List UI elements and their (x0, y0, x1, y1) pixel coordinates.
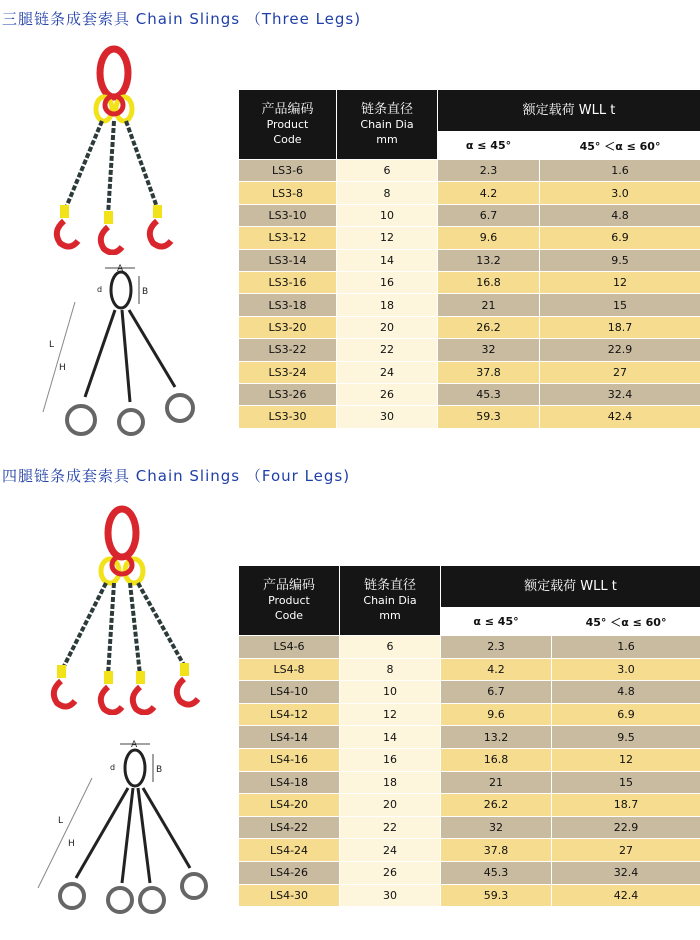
table-row (239, 383, 700, 405)
cell-wll-60: 18.7 (552, 794, 700, 817)
cell-wll-60: 42.4 (552, 884, 700, 907)
cell-wll-60: 15 (552, 771, 700, 794)
cell-wll-45: 16.8 (438, 271, 540, 293)
cell-product-code: LS4-24 (239, 839, 340, 862)
cell-wll-60: 9.5 (540, 249, 700, 271)
col-header-chain-dia: 链条直径 Chain Dia mm (337, 90, 438, 160)
cell-product-code: LS4-26 (239, 861, 340, 884)
cell-chain-dia: 22 (337, 339, 438, 361)
table-row (239, 406, 700, 428)
cell-wll-45: 2.3 (438, 160, 540, 182)
col-header-alpha-45: α ≤ 45° (438, 132, 540, 160)
table-row (239, 726, 700, 749)
svg-text:L: L (58, 816, 64, 826)
table-row (239, 748, 700, 771)
cell-product-code: LS3-10 (239, 204, 337, 226)
cell-wll-60: 1.6 (540, 160, 700, 182)
cell-product-code: LS4-18 (239, 771, 340, 794)
table-row (239, 204, 700, 226)
cell-product-code: LS4-14 (239, 726, 340, 749)
cell-wll-45: 4.2 (441, 658, 552, 681)
cell-chain-dia: 20 (340, 794, 441, 817)
cell-product-code: LS3-12 (239, 227, 337, 249)
cell-chain-dia: 14 (340, 726, 441, 749)
cell-wll-45: 59.3 (438, 406, 540, 428)
cell-product-code: LS4-6 (239, 636, 340, 659)
cell-chain-dia: 24 (340, 839, 441, 862)
cell-wll-45: 45.3 (441, 861, 552, 884)
cell-wll-60: 6.9 (552, 703, 700, 726)
svg-text:d: d (97, 285, 103, 294)
cell-product-code: LS4-30 (239, 884, 340, 907)
cell-wll-45: 2.3 (441, 636, 552, 659)
cell-wll-60: 1.6 (552, 636, 700, 659)
cell-wll-45: 6.7 (441, 681, 552, 704)
cell-chain-dia: 16 (337, 271, 438, 293)
table-row (239, 816, 700, 839)
table-row (239, 771, 700, 794)
table-row (239, 160, 700, 182)
cell-wll-60: 4.8 (540, 204, 700, 226)
cell-wll-60: 4.8 (552, 681, 700, 704)
cell-wll-45: 59.3 (441, 884, 552, 907)
cell-product-code: LS3-24 (239, 361, 337, 383)
table-row (239, 182, 700, 204)
cell-product-code: LS4-8 (239, 658, 340, 681)
cell-wll-45: 13.2 (438, 249, 540, 271)
cell-product-code: LS3-14 (239, 249, 337, 271)
chain-sling-diagram-icon (35, 262, 210, 442)
cell-product-code: LS3-30 (239, 406, 337, 428)
table-row (239, 658, 700, 681)
cell-chain-dia: 26 (340, 861, 441, 884)
cell-product-code: LS3-16 (239, 271, 337, 293)
cell-wll-45: 32 (438, 339, 540, 361)
cell-product-code: LS4-16 (239, 748, 340, 771)
cell-wll-45: 26.2 (438, 316, 540, 338)
cell-wll-60: 22.9 (540, 339, 700, 361)
cell-chain-dia: 18 (337, 294, 438, 316)
col-header-alpha-60: 45° ＜α ≤ 60° (540, 132, 700, 160)
table-row (239, 339, 700, 361)
cell-chain-dia: 8 (337, 182, 438, 204)
cell-wll-45: 37.8 (438, 361, 540, 383)
cell-product-code: LS3-18 (239, 294, 337, 316)
cell-chain-dia: 6 (337, 160, 438, 182)
svg-text:d: d (110, 763, 116, 772)
cell-wll-60: 3.0 (552, 658, 700, 681)
cell-wll-60: 6.9 (540, 227, 700, 249)
cell-wll-45: 37.8 (441, 839, 552, 862)
svg-text:A: A (131, 740, 138, 750)
cell-wll-45: 45.3 (438, 383, 540, 405)
table-row (239, 271, 700, 293)
table-row (239, 839, 700, 862)
col-header-wll: 额定载荷 WLL t (438, 90, 700, 132)
cell-chain-dia: 16 (340, 748, 441, 771)
cell-chain-dia: 26 (337, 383, 438, 405)
cell-wll-45: 16.8 (441, 748, 552, 771)
cell-wll-45: 13.2 (441, 726, 552, 749)
svg-text:B: B (156, 765, 163, 775)
cell-wll-60: 27 (552, 839, 700, 862)
col-header-alpha-60: 45° ＜α ≤ 60° (552, 608, 700, 636)
spec-table-three-legs (238, 89, 700, 429)
table-row (239, 636, 700, 659)
cell-wll-60: 9.5 (552, 726, 700, 749)
cell-product-code: LS4-10 (239, 681, 340, 704)
cell-wll-60: 12 (552, 748, 700, 771)
col-header-alpha-45: α ≤ 45° (441, 608, 552, 636)
section-title-four-legs: 四腿链条成套索具 Chain Slings （Four Legs) (2, 467, 351, 485)
cell-wll-45: 21 (438, 294, 540, 316)
cell-chain-dia: 8 (340, 658, 441, 681)
section-title-three-legs: 三腿链条成套索具 Chain Slings （Three Legs) (2, 10, 362, 28)
cell-wll-60: 22.9 (552, 816, 700, 839)
cell-wll-45: 4.2 (438, 182, 540, 204)
cell-chain-dia: 30 (337, 406, 438, 428)
cell-wll-60: 42.4 (540, 406, 700, 428)
cell-wll-45: 9.6 (438, 227, 540, 249)
cell-chain-dia: 22 (340, 816, 441, 839)
table-row (239, 227, 700, 249)
cell-chain-dia: 12 (340, 703, 441, 726)
cell-wll-45: 26.2 (441, 794, 552, 817)
cell-chain-dia: 10 (337, 204, 438, 226)
svg-text:B: B (142, 287, 149, 297)
table-row (239, 884, 700, 907)
table-row (239, 249, 700, 271)
cell-wll-60: 32.4 (540, 383, 700, 405)
table-row (239, 681, 700, 704)
table-row (239, 361, 700, 383)
cell-product-code: LS4-20 (239, 794, 340, 817)
cell-wll-60: 27 (540, 361, 700, 383)
cell-chain-dia: 24 (337, 361, 438, 383)
cell-chain-dia: 12 (337, 227, 438, 249)
table-row (239, 861, 700, 884)
cell-wll-45: 6.7 (438, 204, 540, 226)
cell-chain-dia: 18 (340, 771, 441, 794)
cell-wll-60: 15 (540, 294, 700, 316)
cell-product-code: LS3-22 (239, 339, 337, 361)
col-header-product-code: 产品编码 Product Code (239, 90, 337, 160)
cell-product-code: LS3-26 (239, 383, 337, 405)
svg-text:L: L (49, 340, 55, 350)
col-header-chain-dia: 链条直径 Chain Dia mm (340, 566, 441, 636)
table-row (239, 294, 700, 316)
cell-product-code: LS3-8 (239, 182, 337, 204)
table-row (239, 794, 700, 817)
cell-wll-60: 32.4 (552, 861, 700, 884)
col-header-product-code: 产品编码 Product Code (239, 566, 340, 636)
cell-product-code: LS4-22 (239, 816, 340, 839)
svg-text:A: A (117, 264, 124, 274)
cell-product-code: LS3-6 (239, 160, 337, 182)
table-row (239, 316, 700, 338)
cell-chain-dia: 6 (340, 636, 441, 659)
chain-sling-photo-icon (40, 45, 190, 255)
col-header-wll: 额定载荷 WLL t (441, 566, 700, 608)
chain-sling-photo-icon (40, 505, 205, 715)
cell-wll-45: 32 (441, 816, 552, 839)
chain-sling-diagram-icon (30, 738, 215, 918)
cell-product-code: LS3-20 (239, 316, 337, 338)
svg-text:H: H (59, 363, 66, 373)
cell-chain-dia: 30 (340, 884, 441, 907)
cell-chain-dia: 10 (340, 681, 441, 704)
table-row (239, 703, 700, 726)
cell-product-code: LS4-12 (239, 703, 340, 726)
spec-table-four-legs (238, 565, 700, 907)
cell-wll-45: 9.6 (441, 703, 552, 726)
cell-chain-dia: 14 (337, 249, 438, 271)
cell-wll-45: 21 (441, 771, 552, 794)
cell-wll-60: 12 (540, 271, 700, 293)
cell-wll-60: 3.0 (540, 182, 700, 204)
svg-text:H: H (68, 839, 75, 849)
cell-chain-dia: 20 (337, 316, 438, 338)
cell-wll-60: 18.7 (540, 316, 700, 338)
